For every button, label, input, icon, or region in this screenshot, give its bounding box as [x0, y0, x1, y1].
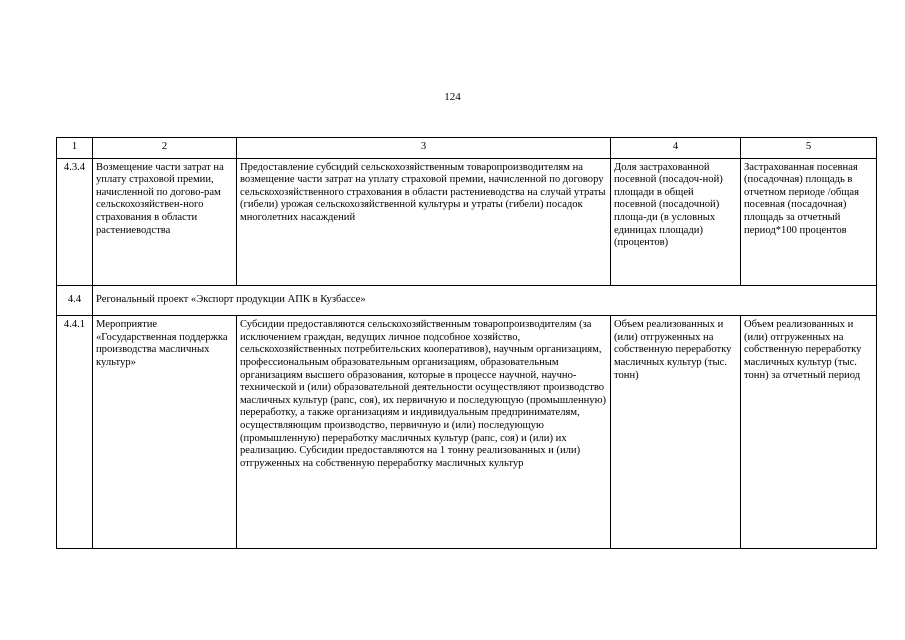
measure-formula: Объем реализованных и (или) отгруженных на собственную переработку масличных культур (тыс. тонн) за отчетный период — [741, 316, 877, 549]
row-number: 4.3.4 — [57, 158, 93, 285]
measure-description: Субсидии предоставляются сельскохозяйственным товаропроизводителям (за исключением граждан, ведущих личное подсобное хозяйство, сельскохозяйственных потребительских кооперативов), научным организациям, профессиональным образовательным организациям, образовательным организациям высшего образования, которые в процессе научной, научно-технической и (или) образовательной деятельности осуществляют производство масличных культур (рапс, соя), их первичную и последующую (промышленную) переработку, а также организациям и индивидуальным предпринимателям, осуществляющим производство, первичную и (или) последующую (промышленную) переработку масличных культур (рапс, соя) и (или) их реализацию. Субсидии предоставляются на 1 тонну реализованных и (или) отгруженных на собственную переработку масличных культур — [237, 316, 611, 549]
measure-description: Предоставление субсидий сельскохозяйственным товаропроизводителям на возмещение части затрат на уплату страховой премии, начисленной по договору сельскохозяйственного страхования в области растениеводства на случай утраты (гибели) урожая сельскохозяйственной культуры и утраты (гибели) посадок многолетних насаждений — [237, 158, 611, 285]
row-number: 4.4.1 — [57, 316, 93, 549]
measure-indicator: Объем реализованных и (или) отгруженных на собственную переработку масличных культур (тыс. тонн) — [611, 316, 741, 549]
measure-name: Возмещение части затрат на уплату страховой премии, начисленной по догово-рам сельскохозяйствен-ного страхования в области растениеводства — [93, 158, 237, 285]
section-title: Регональный проект «Экспорт продукции АПК в Кузбассе» — [93, 285, 877, 316]
page-number: 124 — [444, 91, 461, 103]
table-row-4-4-1 — [57, 316, 877, 549]
table-row-4-3-4 — [57, 158, 877, 285]
column-header-4: 4 — [611, 138, 741, 159]
section-number: 4.4 — [57, 285, 93, 316]
table-row-4-4 — [57, 285, 877, 316]
column-header-2: 2 — [93, 138, 237, 159]
column-header-3: 3 — [237, 138, 611, 159]
measures-table — [56, 137, 877, 549]
measure-name: Мероприятие «Государственная поддержка производства масличных культур» — [93, 316, 237, 549]
column-header-5: 5 — [741, 138, 877, 159]
table-header-row — [57, 138, 877, 159]
measure-formula: Застрахованная посевная (посадочная) площадь в отчетном периоде /общая посевная (посадочная) площадь за отчетный период*100 процентов — [741, 158, 877, 285]
measure-indicator: Доля застрахованной посевной (посадоч-ной) площади в общей посевной (посадочной) площа-ди (в условных единицах площади) (процентов) — [611, 158, 741, 285]
column-header-1: 1 — [57, 138, 93, 159]
